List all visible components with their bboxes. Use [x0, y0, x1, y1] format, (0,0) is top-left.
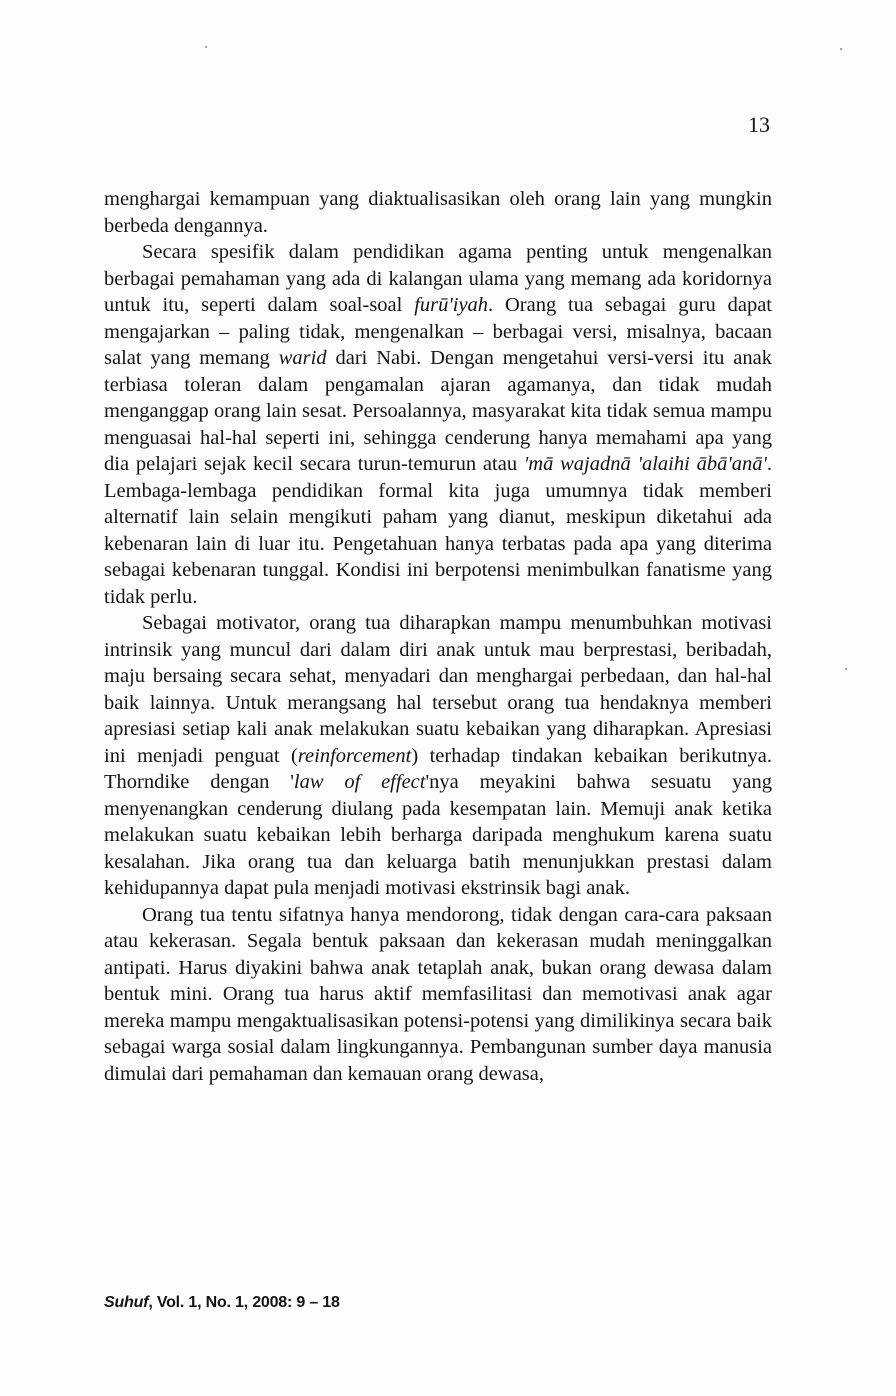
paragraph: [104, 610, 772, 902]
italic-term: furū'iyah: [414, 294, 489, 316]
italic-term: warid: [278, 347, 327, 369]
text-run: ) terhadap tindakan kebaikan berikutnya. Thorndike dengan ': [104, 744, 772, 793]
page-number: 13: [748, 112, 770, 137]
journal-name: Suhuf: [104, 1294, 149, 1311]
text-run: Orang tua tentu sifatnya hanya mendorong, tidak dengan cara-cara paksaan atau kekerasan. Segala bentuk paksaan dan kekerasan mudah meninggalkan antipati. Harus diyakini bahwa anak tetaplah anak, bukan orang dewasa dalam bentuk mini. Orang tua harus aktif memfasilitasi dan memotivasi anak agar mereka mampu mengaktualisasikan potensi-potensi yang dimilikinya secara baik sebagai warga sosial dalam lingkungannya. Pembangunan sumber daya manusia dimulai dari pemahaman dan kemauan orang dewasa,: [104, 903, 772, 1085]
text-run: Sebagai motivator, orang tua diharapkan mampu menumbuhkan motivasi intrinsik yang muncul dari dalam diri anak untuk mau berprestasi, beribadah, maju bersaing secara sehat, menyadari dan menghargai perbedaan, dan hal-hal baik lainnya. Untuk merangsang hal tersebut orang tua hendaknya memberi apresiasi setiap kali anak melakukan suatu kebaikan yang diharapkan. Apresiasi ini menjadi penguat (: [104, 612, 772, 767]
italic-term: reinforcement: [297, 744, 412, 767]
paragraph: [104, 239, 772, 610]
text-run: 'nya meyakini bahwa sesuatu yang menyenangkan cenderung diulang pada kesempatan lain. Memuji anak ketika melakukan suatu kebaikan lebih berharga daripada menghukum karena suatu kesalahan. Jika orang tua dan keluarga batih menunjukkan prestasi dalam kehidupannya dapat pula menjadi motivasi ekstrinsik bagi anak.: [104, 771, 772, 899]
text-run: Secara spesifik dalam pendidikan agama penting untuk mengenalkan berbagai pemahaman yang ada di kalangan ulama yang memang ada koridornya untuk itu, seperti dalam soal-soal: [104, 241, 772, 316]
body-text: [104, 186, 772, 1087]
italic-term: law of effect: [293, 771, 426, 793]
journal-details: , Vol. 1, No. 1, 2008: 9 – 18: [148, 1294, 340, 1311]
footer-citation: [104, 1294, 340, 1312]
text-run: . Lembaga-lembaga pendidikan formal kita juga umumnya tidak memberi alternatif lain selain mengikuti paham yang dianut, meskipun diketahui ada kebenaran lain di luar itu. Pengetahuan hanya terbatas pada apa yang diterima sebagai kebenaran tunggal. Kondisi ini berpotensi menimbulkan fanatisme yang tidak perlu.: [104, 453, 772, 608]
paragraph: [104, 902, 772, 1088]
scan-speck: [205, 46, 207, 48]
paragraph: [104, 186, 772, 239]
italic-term: 'mā wajadnā 'alaihi ābā'anā': [523, 453, 767, 475]
text-run: menghargai kemampuan yang diaktualisasikan oleh orang lain yang mungkin berbeda dengannya.: [104, 188, 772, 237]
text-run: . Orang tua sebagai guru dapat mengajarkan – paling tidak, mengenalkan – berbagai versi, misalnya, bacaan salat yang memang: [104, 294, 772, 369]
scan-speck: [840, 48, 842, 50]
scan-speck: [845, 668, 847, 670]
text-run: dari Nabi. Dengan mengetahui versi-versi itu anak terbiasa toleran dalam pengamalan ajaran agamanya, dan tidak mudah menganggap orang lain sesat. Persoalannya, masyarakat kita tidak semua mampu menguasai hal-hal seperti ini, sehingga cenderung hanya memahami apa yang dia pelajari sejak kecil secara turun-temurun atau: [104, 347, 772, 475]
